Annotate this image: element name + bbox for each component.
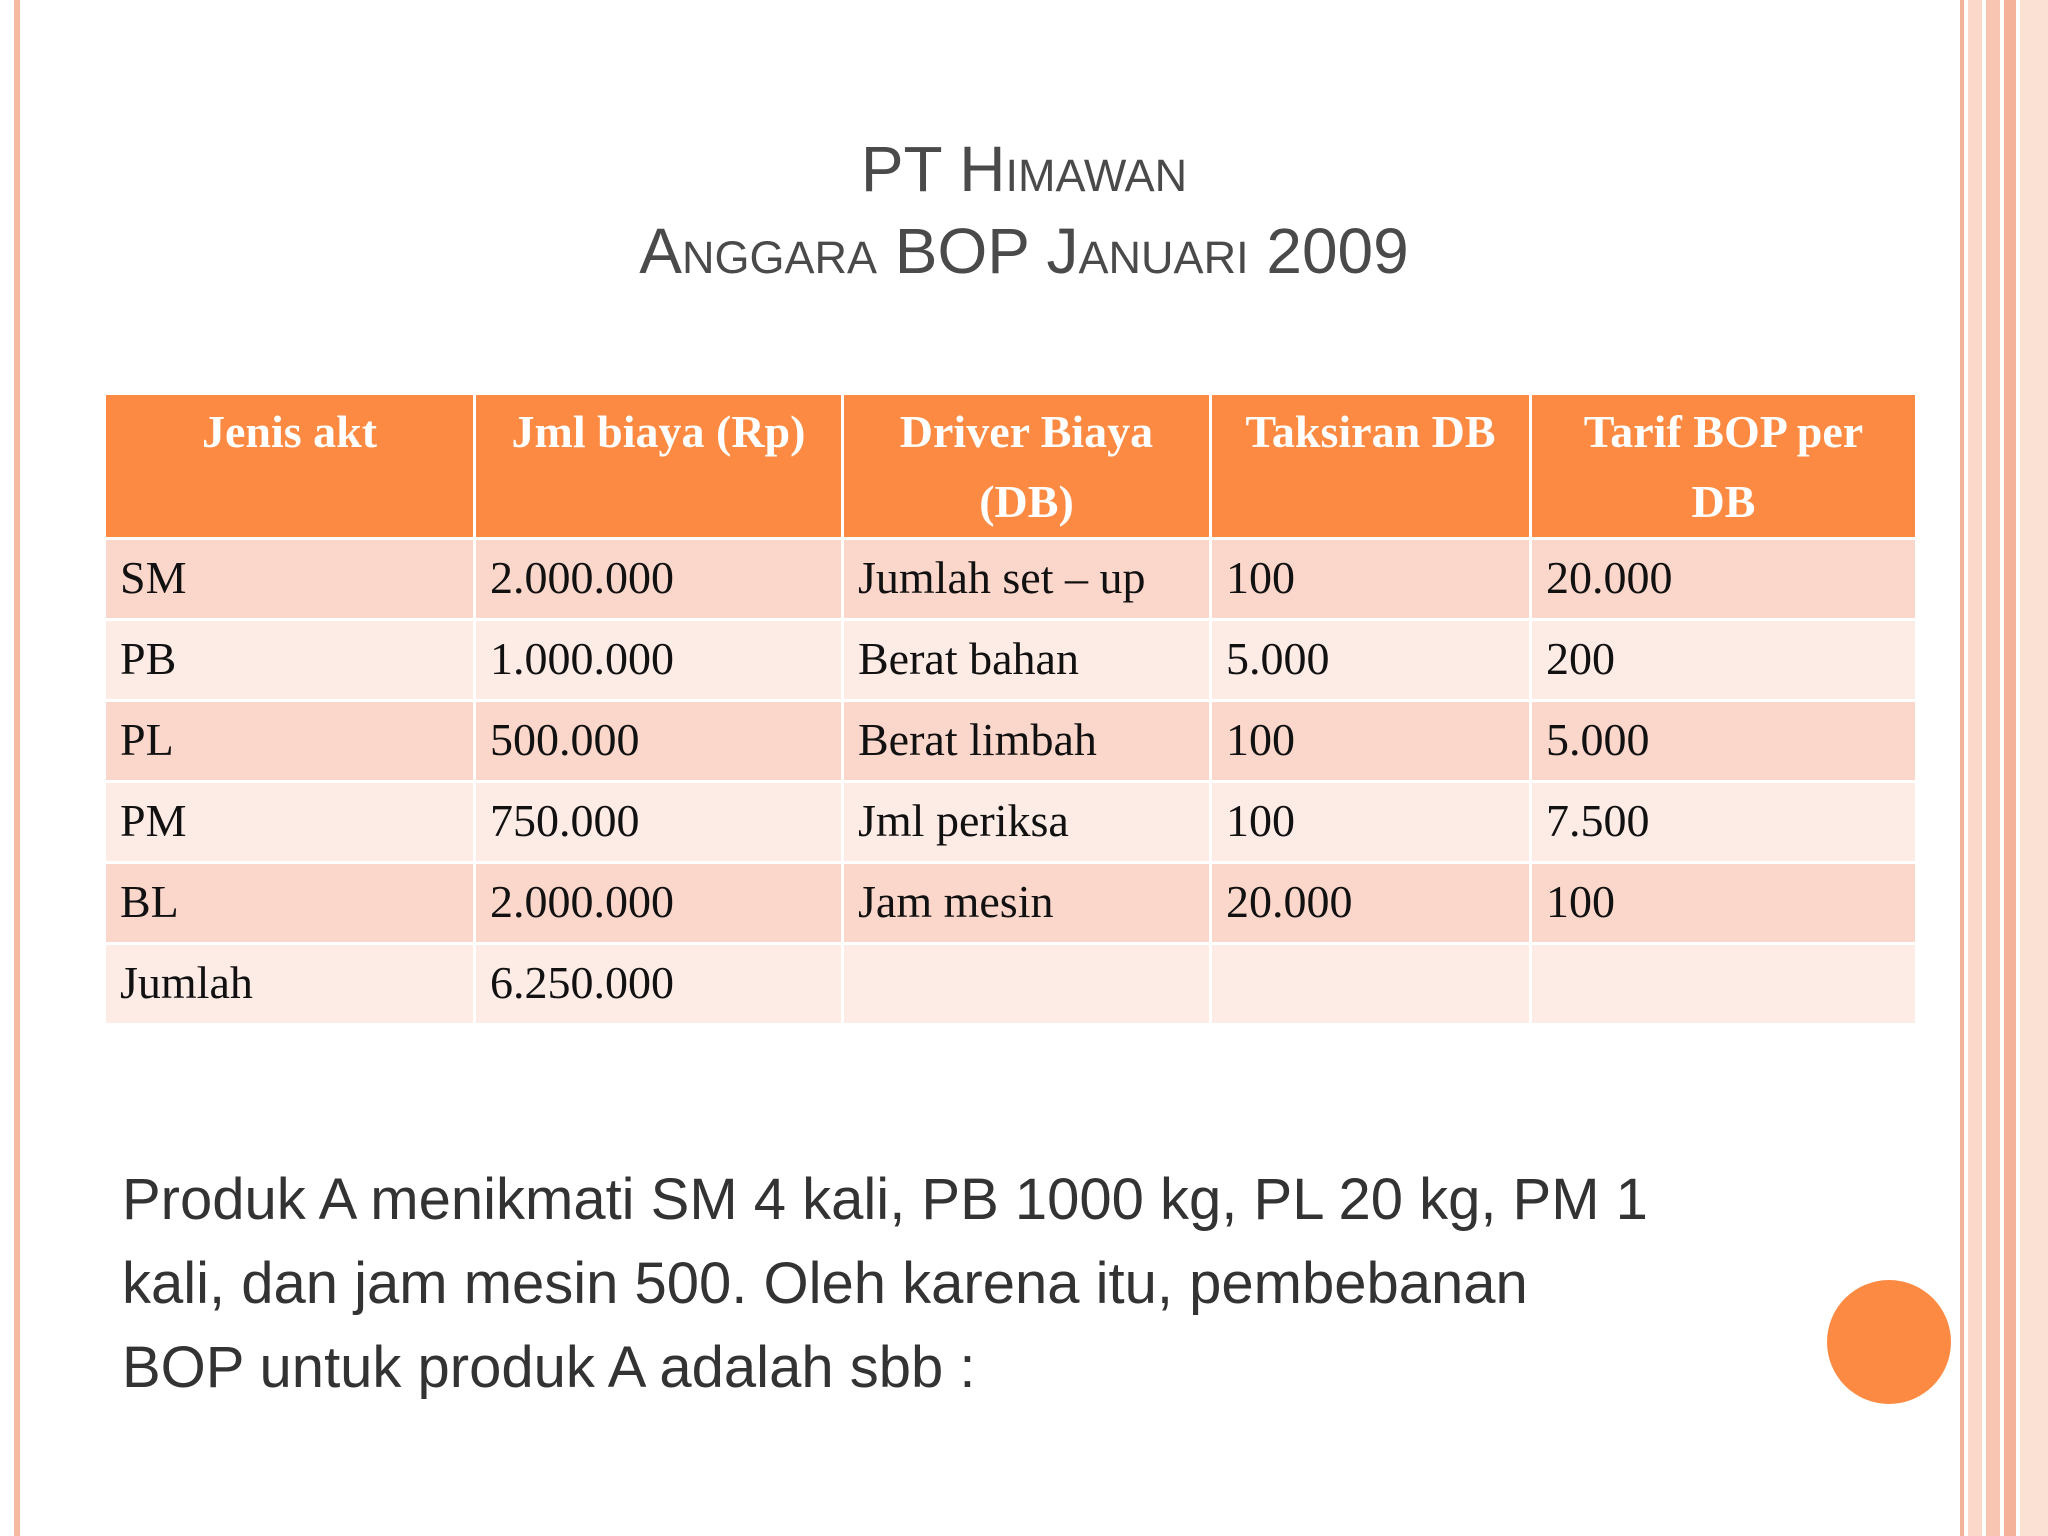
header-text: Driver Biaya — [899, 406, 1154, 457]
table-cell: Jml periksa — [843, 782, 1211, 863]
table-cell: PL — [105, 701, 475, 782]
table-cell: 5.000 — [1531, 701, 1917, 782]
header-text: Jml biaya (Rp) — [511, 406, 806, 457]
table-cell: 100 — [1211, 701, 1531, 782]
paragraph-line-2: kali, dan jam mesin 500. Oleh karena itu, pembebanan — [122, 1251, 1528, 1316]
table-cell: Berat limbah — [843, 701, 1211, 782]
table-cell: 2.000.000 — [475, 539, 843, 620]
header-jenis-akt — [105, 394, 475, 539]
table-cell: 2.000.000 — [475, 863, 843, 944]
paragraph-line-1: Produk A menikmati SM 4 kali, PB 1000 kg, PL 20 kg, PM 1 — [122, 1167, 1648, 1232]
bop-budget-table — [103, 392, 1918, 1026]
table-cell: 200 — [1531, 620, 1917, 701]
paragraph-line-3: BOP untuk produk A adalah sbb : — [122, 1335, 976, 1400]
header-text: Taksiran DB — [1245, 406, 1496, 457]
table-cell: PM — [105, 782, 475, 863]
table-cell: BL — [105, 863, 475, 944]
header-text: Jenis akt — [201, 406, 378, 457]
table-row — [105, 620, 1917, 701]
table-cell: 5.000 — [1211, 620, 1531, 701]
table-cell: PB — [105, 620, 475, 701]
table-cell: 7.500 — [1531, 782, 1917, 863]
table-header-row — [105, 394, 1917, 539]
table-row — [105, 539, 1917, 620]
title-line-1: PT Himawan — [860, 133, 1188, 205]
table-cell: 100 — [1531, 863, 1917, 944]
table-cell — [1211, 944, 1531, 1025]
header-taksiran-db — [1211, 394, 1531, 539]
table-cell: 1.000.000 — [475, 620, 843, 701]
table-row — [105, 782, 1917, 863]
table-row — [105, 863, 1917, 944]
table-cell: Jumlah set – up — [843, 539, 1211, 620]
table-cell: SM — [105, 539, 475, 620]
slide-title — [0, 128, 2048, 292]
table-row — [105, 701, 1917, 782]
table-cell: 6.250.000 — [475, 944, 843, 1025]
title-line-2: Anggara BOP Januari 2009 — [639, 215, 1409, 287]
header-driver-biaya — [843, 394, 1211, 539]
table-cell — [843, 944, 1211, 1025]
header-jml-biaya — [475, 394, 843, 539]
table-cell: 100 — [1211, 782, 1531, 863]
header-text: Tarif BOP per — [1583, 406, 1864, 457]
decorative-circle — [1827, 1280, 1951, 1404]
header-tarif-bop — [1531, 394, 1917, 539]
table-cell — [1531, 944, 1917, 1025]
table-cell: 500.000 — [475, 701, 843, 782]
table-cell: 20.000 — [1211, 863, 1531, 944]
table-cell: 750.000 — [475, 782, 843, 863]
body-paragraph — [122, 1158, 1922, 1410]
table-row-total — [105, 944, 1917, 1025]
table-cell: 100 — [1211, 539, 1531, 620]
table-cell: Jumlah — [105, 944, 475, 1025]
header-text-2: (DB) — [979, 476, 1074, 527]
table-cell: Berat bahan — [843, 620, 1211, 701]
table-cell: 20.000 — [1531, 539, 1917, 620]
table-cell: Jam mesin — [843, 863, 1211, 944]
header-text-2: DB — [1691, 476, 1756, 527]
